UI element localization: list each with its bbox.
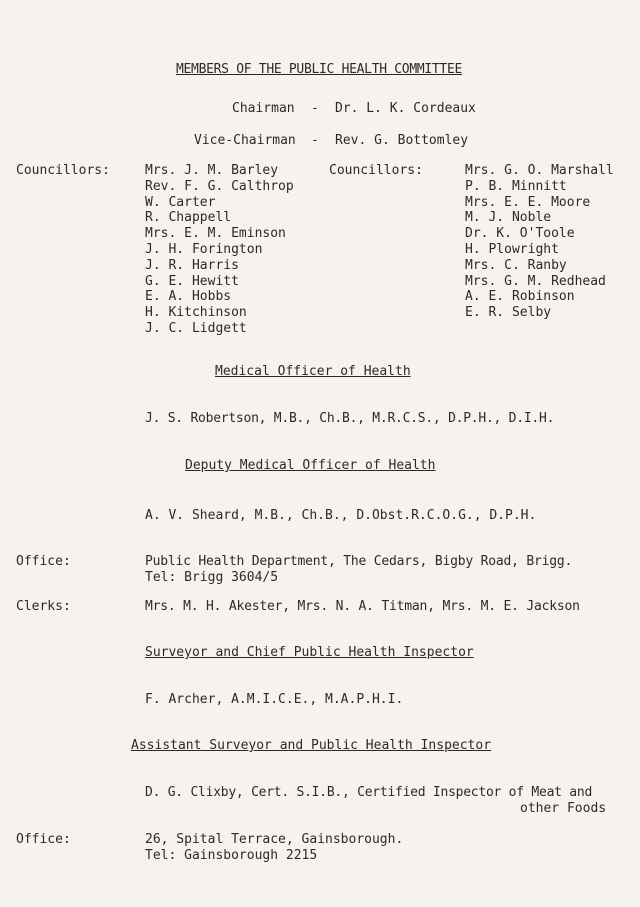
assistant-name-cont: other Foods	[520, 801, 607, 816]
list-item: G. E. Hewitt	[145, 273, 239, 289]
list-item: Dr. K. O'Toole	[465, 226, 575, 242]
councillors-list-left	[145, 163, 294, 337]
list-item: Mrs. G. M. Redhead	[465, 273, 606, 289]
office-label: Office:	[16, 554, 71, 569]
list-item: J. R. Harris	[145, 257, 239, 273]
moh-heading: Medical Officer of Health	[215, 364, 411, 379]
list-item: E. A. Hobbs	[145, 289, 232, 305]
list-item: Mrs. J. M. Barley	[145, 163, 279, 178]
chairman-dash: -	[311, 101, 319, 116]
chairman-name: Dr. L. K. Cordeaux	[335, 101, 476, 116]
deputy-heading: Deputy Medical Officer of Health	[185, 458, 436, 473]
list-item: R. Chappell	[145, 210, 232, 226]
list-item: W. Carter	[145, 194, 216, 210]
moh-name: J. S. Robertson, M.B., Ch.B., M.R.C.S., D.P.H., D.I.H.	[145, 411, 555, 426]
clerks-label: Clerks:	[16, 599, 71, 614]
office-tel: Tel: Brigg 3604/5	[145, 570, 279, 585]
list-item: H. Plowright	[465, 241, 559, 257]
list-item: Mrs. C. Ranby	[465, 257, 567, 273]
deputy-name: A. V. Sheard, M.B., Ch.B., D.Obst.R.C.O.G., D.P.H.	[145, 508, 537, 523]
councillors-list-right	[465, 163, 614, 321]
list-item: Mrs. E. M. Eminson	[145, 226, 286, 242]
councillors-label-mid: Councillors:	[329, 163, 423, 178]
list-item: J. C. Lidgett	[145, 320, 247, 336]
councillors-label-left: Councillors:	[16, 163, 110, 178]
clerks-names: Mrs. M. H. Akester, Mrs. N. A. Titman, Mrs. M. E. Jackson	[145, 599, 580, 614]
office-address: Public Health Department, The Cedars, Bigby Road, Brigg.	[145, 554, 573, 569]
vice-chairman-dash: -	[311, 133, 319, 148]
assistant-name: D. G. Clixby, Cert. S.I.B., Certified Inspector of Meat and	[145, 785, 593, 800]
list-item: Mrs. E. E. Moore	[465, 194, 591, 210]
vice-chairman-label: Vice-Chairman	[194, 133, 296, 148]
page-title: MEMBERS OF THE PUBLIC HEALTH COMMITTEE	[176, 62, 463, 77]
list-item: H. Kitchinson	[145, 305, 247, 321]
surveyor-name: F. Archer, A.M.I.C.E., M.A.P.H.I.	[145, 692, 404, 707]
assistant-heading: Assistant Surveyor and Public Health Inspector	[131, 738, 492, 753]
list-item: A. E. Robinson	[465, 289, 575, 305]
list-item: M. J. Noble	[465, 210, 552, 226]
list-item: E. R. Selby	[465, 305, 552, 321]
surveyor-heading: Surveyor and Chief Public Health Inspector	[145, 645, 474, 660]
list-item: P. B. Minnitt	[465, 178, 567, 194]
office2-tel: Tel: Gainsborough 2215	[145, 848, 318, 863]
chairman-label: Chairman	[232, 101, 295, 116]
list-item: J. H. Forington	[145, 241, 263, 257]
list-item: Mrs. G. O. Marshall	[465, 163, 614, 178]
list-item: Rev. F. G. Calthrop	[145, 178, 294, 194]
vice-chairman-name: Rev. G. Bottomley	[335, 133, 469, 148]
office2-label: Office:	[16, 832, 71, 847]
office2-address: 26, Spital Terrace, Gainsborough.	[145, 832, 404, 847]
